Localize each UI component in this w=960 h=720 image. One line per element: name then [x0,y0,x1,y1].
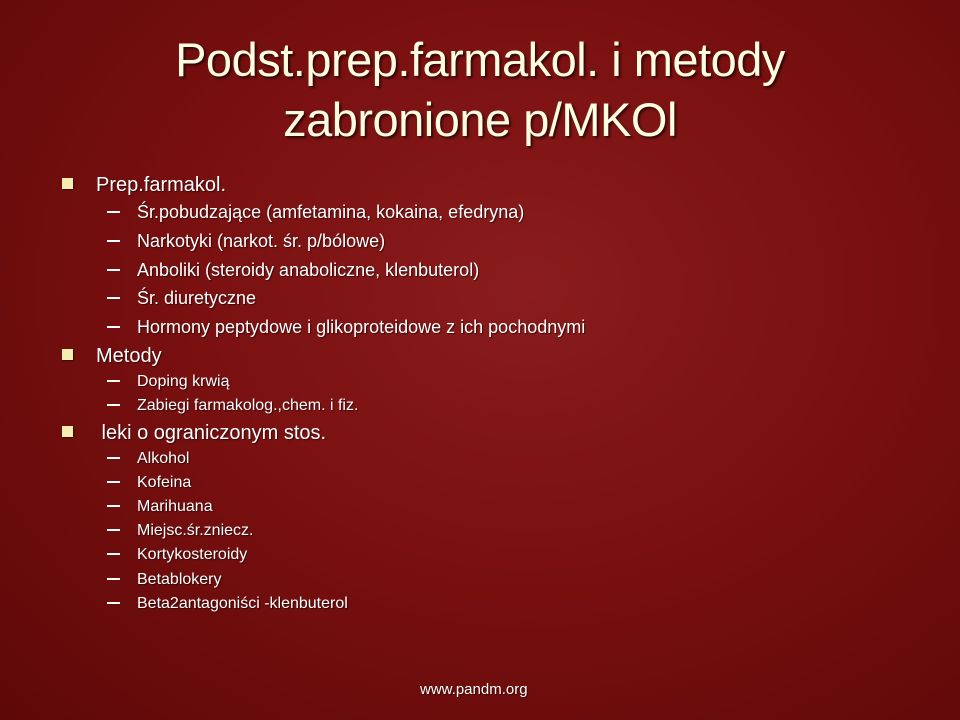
list-item [107,317,585,338]
list-item [107,202,524,223]
list-item-text: Beta2antagoniści -klenbuterol [137,595,348,612]
list-item-text: Metody [96,345,162,367]
list-item [107,498,213,516]
list-item-text: Marihuana [137,498,213,515]
dash-bullet-icon [107,481,120,483]
square-bullet-icon [62,349,73,360]
list-item-text: Zabiegi farmakolog.,chem. i fiz. [137,397,359,414]
list-item-text: Doping krwią [137,373,230,390]
dash-bullet-icon [107,380,120,382]
slide-title-line1: Podst.prep.farmakol. i metody [175,33,785,86]
list-item-text: Śr.pobudzające (amfetamina, kokaina, efedryna) [137,202,525,222]
dash-bullet-icon [107,240,120,242]
list-item-text: Hormony peptydowe i glikoproteidowe z ich pochodnymi [137,317,586,337]
dash-bullet-icon [107,505,120,507]
list-item-text: Śr. diuretyczne [137,288,257,308]
list-item-text: Betablokery [137,571,222,588]
list-item [107,571,222,589]
list-item-text: Miejsc.śr.zniecz. [137,522,254,539]
square-bullet-icon [62,426,73,437]
dash-bullet-icon [107,211,120,213]
dash-bullet-icon [107,553,120,555]
list-item [107,260,479,281]
list-item [107,474,191,492]
list-item [107,595,348,613]
list-item [107,288,256,309]
list-item-text: Anboliki (steroidy anaboliczne, klenbuterol) [137,260,480,280]
list-item-text: Narkotyki (narkot. śr. p/bólowe) [137,231,386,251]
dash-bullet-icon [107,602,120,604]
list-item-text: Kofeina [137,474,192,491]
square-bullet-icon [62,178,73,189]
dash-bullet-icon [107,457,120,459]
list-item-text: Alkohol [137,450,190,467]
dash-bullet-icon [107,404,120,406]
list-item [107,397,358,415]
list-item [107,450,189,468]
list-item-text: leki o ograniczonym stos. [96,422,327,444]
list-item-text: Kortykosteroidy [137,546,248,563]
slide-title-line2: zabronione p/MKOl [283,93,677,146]
list-item [107,231,385,252]
list-item [107,522,253,540]
dash-bullet-icon [107,529,120,531]
list-item [62,422,326,445]
list-item [62,174,226,197]
list-item [107,373,229,391]
list-item [107,546,247,564]
dash-bullet-icon [107,297,120,299]
footer-url: www.pandm.org [420,681,528,698]
dash-bullet-icon [107,578,120,580]
dash-bullet-icon [107,269,120,271]
list-item [62,345,162,368]
dash-bullet-icon [107,326,120,328]
list-item-text: Prep.farmakol. [96,174,227,196]
